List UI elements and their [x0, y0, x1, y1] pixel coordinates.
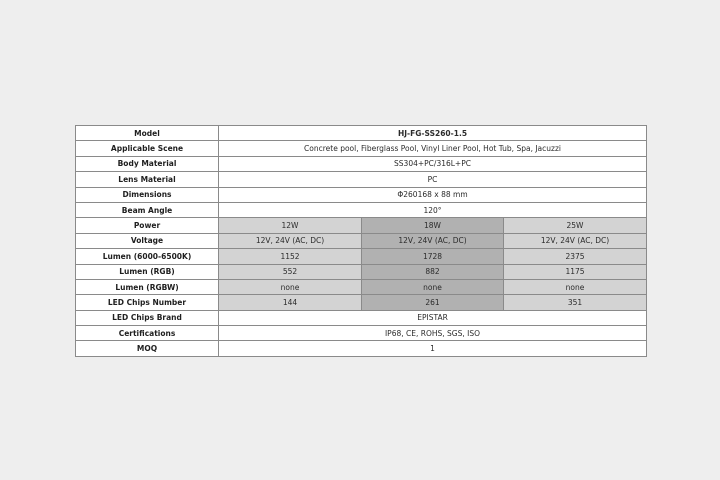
row-lens-material [76, 172, 647, 187]
lumen-rgb-value-1: 552 [219, 264, 362, 279]
lumen-6000-6500k-value-2: 1728 [362, 249, 504, 264]
led-chips-brand-value: EPISTAR [219, 310, 647, 325]
row-lumen-rgb [76, 264, 647, 279]
model-value: HJ-FG-SS260-1.5 [219, 126, 647, 141]
voltage-value-1: 12V, 24V (AC, DC) [219, 233, 362, 248]
power-value-2: 18W [362, 218, 504, 233]
lens-material-value: PC [219, 172, 647, 187]
body-material-label: Body Material [76, 156, 219, 171]
led-chips-brand-label: LED Chips Brand [76, 310, 219, 325]
lumen-6000-6500k-value-1: 1152 [219, 249, 362, 264]
row-voltage [76, 233, 647, 248]
applicable-scene-value: Concrete pool, Fiberglass Pool, Vinyl Liner Pool, Hot Tub, Spa, Jacuzzi [219, 141, 647, 156]
spec-table [75, 125, 647, 357]
model-label: Model [76, 126, 219, 141]
lumen-rgbw-value-3: none [504, 279, 647, 294]
row-lumen-6000-6500k [76, 249, 647, 264]
dimensions-label: Dimensions [76, 187, 219, 202]
lumen-6000-6500k-value-3: 2375 [504, 249, 647, 264]
row-led-chips-number [76, 295, 647, 310]
row-dimensions [76, 187, 647, 202]
lens-material-label: Lens Material [76, 172, 219, 187]
moq-value: 1 [219, 341, 647, 356]
voltage-label: Voltage [76, 233, 219, 248]
power-value-3: 25W [504, 218, 647, 233]
lumen-rgbw-value-2: none [362, 279, 504, 294]
lumen-rgb-value-3: 1175 [504, 264, 647, 279]
row-applicable-scene [76, 141, 647, 156]
led-chips-number-value-3: 351 [504, 295, 647, 310]
row-model [76, 126, 647, 141]
lumen-rgbw-label: Lumen (RGBW) [76, 279, 219, 294]
power-label: Power [76, 218, 219, 233]
row-lumen-rgbw [76, 279, 647, 294]
led-chips-number-value-2: 261 [362, 295, 504, 310]
applicable-scene-label: Applicable Scene [76, 141, 219, 156]
beam-angle-label: Beam Angle [76, 202, 219, 217]
certifications-value: IP68, CE, ROHS, SGS, ISO [219, 326, 647, 341]
dimensions-value: Φ260168 x 88 mm [219, 187, 647, 202]
row-certifications [76, 326, 647, 341]
voltage-value-3: 12V, 24V (AC, DC) [504, 233, 647, 248]
lumen-6000-6500k-label: Lumen (6000-6500K) [76, 249, 219, 264]
voltage-value-2: 12V, 24V (AC, DC) [362, 233, 504, 248]
row-led-chips-brand [76, 310, 647, 325]
body-material-value: SS304+PC/316L+PC [219, 156, 647, 171]
lumen-rgb-value-2: 882 [362, 264, 504, 279]
power-value-1: 12W [219, 218, 362, 233]
row-beam-angle [76, 202, 647, 217]
lumen-rgbw-value-1: none [219, 279, 362, 294]
moq-label: MOQ [76, 341, 219, 356]
led-chips-number-value-1: 144 [219, 295, 362, 310]
row-power [76, 218, 647, 233]
beam-angle-value: 120° [219, 202, 647, 217]
led-chips-number-label: LED Chips Number [76, 295, 219, 310]
row-moq [76, 341, 647, 356]
row-body-material [76, 156, 647, 171]
certifications-label: Certifications [76, 326, 219, 341]
lumen-rgb-label: Lumen (RGB) [76, 264, 219, 279]
